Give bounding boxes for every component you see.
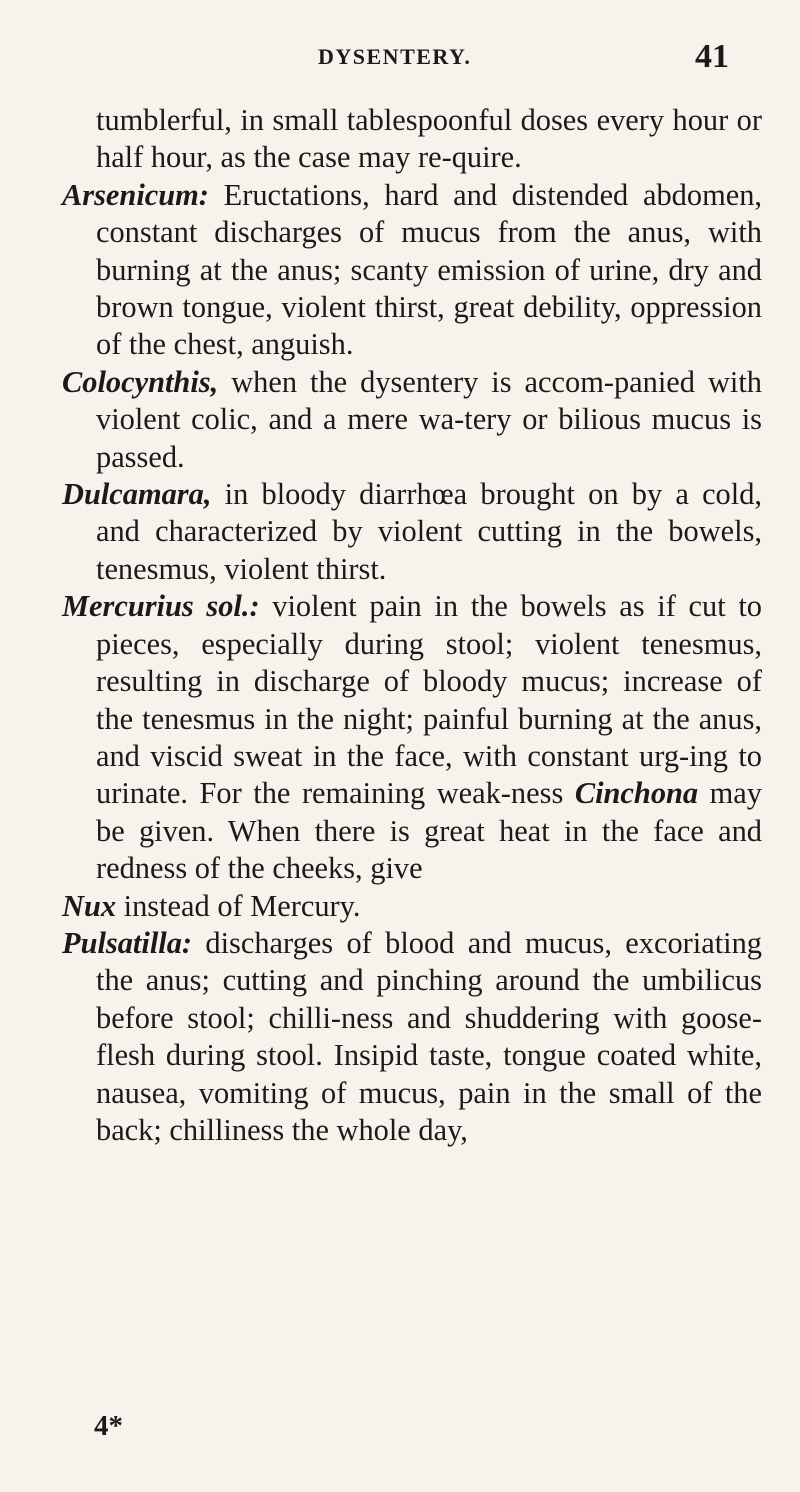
paragraph-colocynthis xyxy=(62,364,762,476)
paragraph-arsenicum xyxy=(62,177,762,364)
paragraph-text: tumblerful, in small tablespoonful doses every hour or half hour, as the case may re-quire. xyxy=(96,103,762,175)
body-text xyxy=(62,102,762,1149)
paragraph-text: when the dysentery is accom-panied with violent colic, and a mere wa-tery or bilious mucus is passed. xyxy=(96,364,762,474)
running-head xyxy=(0,38,800,78)
remedy-name: Colocynthis, xyxy=(62,364,219,399)
paragraph-continuation xyxy=(62,102,762,177)
paragraph-text: may be given. When there is great heat in the face and redness of the cheeks, give xyxy=(96,776,762,886)
paragraph-nux xyxy=(62,888,762,925)
remedy-name: Dulcamara, xyxy=(62,477,212,512)
paragraph-text: Eructations, hard and distended abdomen, constant discharges of mucus from the anus, with burning at the anus; scanty emission of urine, dry and brown tongue, violent thirst, great debility, oppression of the chest, anguish. xyxy=(96,177,762,362)
remedy-name: Nux xyxy=(62,888,117,923)
paragraph-dulcamara xyxy=(62,476,762,588)
paragraph-pulsatilla xyxy=(62,925,762,1149)
remedy-name: Arsenicum: xyxy=(62,177,209,212)
paragraph-text: violent pain in the bowels as if cut to pieces, especially during stool; violent tenesmus, resulting in discharge of bloody mucus; increase of the tenesmus in the night; painful burning at the anus, and viscid sweat in the face, with constant urg-ing to urinate. For the remaining weak-ness xyxy=(96,589,762,811)
paragraph-text: instead of Mercury. xyxy=(116,888,361,923)
signature-mark: 4* xyxy=(94,1410,123,1442)
paragraph-text: in bloody diarrhœa brought on by a cold, and characterized by violent cutting in the bowels, tenesmus, violent thirst. xyxy=(96,477,762,586)
paragraph-mercurius xyxy=(62,588,762,887)
remedy-name: Pulsatilla: xyxy=(62,925,193,960)
remedy-name: Mercurius sol.: xyxy=(62,589,260,624)
running-title: DYSENTERY. xyxy=(318,44,472,69)
page-number: 41 xyxy=(695,38,729,75)
inline-remedy-name: Cinchona xyxy=(574,776,699,811)
paragraph-text: discharges of blood and mucus, excoriating the anus; cutting and pinching around the umbilicus before stool; chilli-ness and shuddering with goose-flesh during stool. Insipid taste, tongue coated white, nausea, vomiting of mucus, pain in the small of the back; chilliness the whole day, xyxy=(96,925,762,1147)
